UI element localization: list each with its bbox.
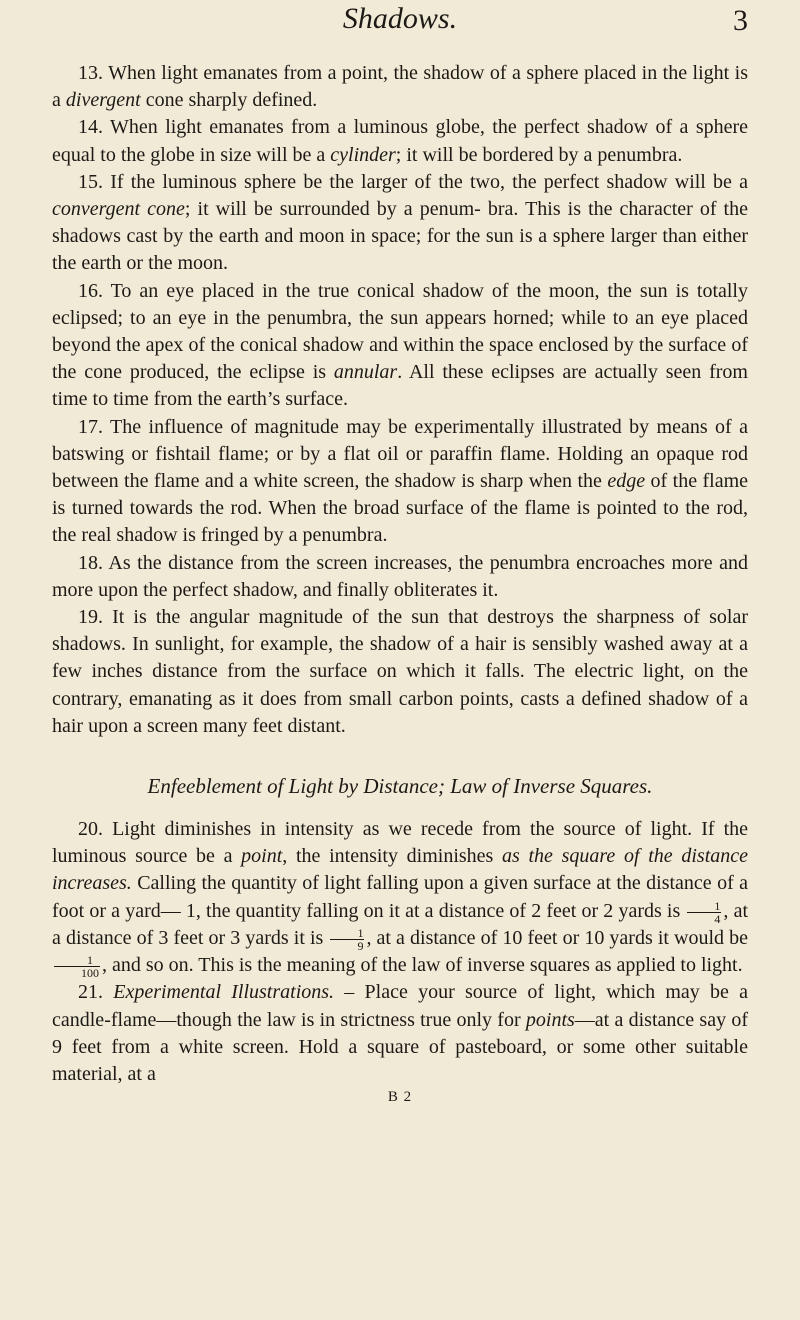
paragraph-text: , the intensity diminishes [282, 845, 494, 868]
paragraph-text: The influence of magnitude may be experimentally illustrated by means of a batswing or fishtail flame; or by a flat oil or paraffin flame. Holding an opaque rod between the flame and a white screen, the shadow is sharp when the [52, 415, 748, 493]
paragraph-number: 13. [78, 62, 103, 84]
running-head-title: Shadows. [342, 2, 458, 35]
paragraph-number: 15. [78, 170, 103, 193]
emphasis-text: annular [333, 361, 398, 384]
page-number: 3 [733, 4, 748, 37]
section-heading: Enfeeblement of Light by Distance; Law of Inverse Squares. [147, 774, 653, 799]
emphasis-text: Experimental Illustrations. [113, 981, 335, 1004]
paragraph-text: , and so on. This is the meaning of the law of inverse squares as applied to light. [102, 954, 743, 977]
paragraph-text: , at a distance of 10 feet or 10 yards it would be [366, 926, 749, 949]
paragraph-text: —at a distance say of 9 feet from a white screen. Hold a square of pasteboard, or some other suitable material, at a [52, 1008, 748, 1085]
paragraph-text: If the luminous sphere be the larger of the two, the perfect shadow will be a [110, 170, 748, 193]
emphasis-text: convergent cone [52, 198, 185, 221]
fraction-one-hundredth [54, 954, 100, 979]
paragraph-text: Calling the quantity of light falling upon a given surface at the distance of a foot or a yard— 1, the quantity falling on it at a distance of 2 feet or 2 yards is [52, 872, 748, 922]
fraction-numerator: 1 [687, 900, 721, 913]
fraction-denominator: 9 [357, 938, 364, 953]
paragraph-16 [52, 278, 748, 414]
paragraph-text: To an eye placed in the true conical shadow of the moon, the sun is totally eclipsed; to an eye in the penumbra, the sun appears horned; while to an eye placed beyond the apex of the conical shadow and within the space enclosed by the surface of the cone produced, the eclipse is [52, 279, 748, 384]
emphasis-text: cylinder [330, 143, 396, 166]
fraction-denominator: 100 [81, 966, 99, 980]
paragraph-text: ; it will be surrounded by a penum- bra. This is the character of the shadows cast by the earth and moon in space; for the sun is a sphere larger than either the earth or the moon. [52, 198, 748, 275]
paragraph-20 [52, 816, 748, 979]
paragraph-text: of the flame is turned towards the rod. When the broad surface of the flame is pointed to the rod, the real shadow is fringed by a penumbra. [52, 470, 749, 547]
fraction-numerator: 1 [54, 954, 100, 967]
paragraph-text: When light emanates from a luminous globe, the perfect shadow of a sphere equal to the globe in size will be a [52, 116, 749, 166]
paragraph-text: , at a distance of 3 feet or 3 yards it is [52, 899, 749, 949]
paragraph-number: 20. [78, 818, 103, 841]
emphasis-text: points [525, 1008, 575, 1031]
emphasis-text: divergent [65, 89, 141, 112]
paragraph-text: – Place your source of light, which may be a candle-flame—though the law is in strictness true only for [52, 981, 749, 1031]
paragraph-text: cone sharply defined. [145, 89, 318, 112]
paragraph-13 [52, 60, 748, 114]
fraction-one-ninth [330, 927, 364, 952]
paragraph-number: 17. [78, 415, 103, 438]
paragraph-number: 16. [78, 279, 103, 302]
paragraph-text: . All these eclipses are actually seen from time to time from the earth’s surface. [52, 361, 748, 411]
paragraph-text: As the distance from the screen increases, the penumbra encroaches more and more upon the perfect shadow, and finally obliterates it. [52, 551, 748, 601]
fraction-one-quarter [687, 900, 721, 925]
paragraph-text: When light emanates from a point, the shadow of a sphere placed in the light is a [52, 62, 749, 112]
emphasis-text: edge [607, 470, 646, 493]
paragraph-text: It is the angular magnitude of the sun that destroys the sharpness of solar shadows. In sunlight, for example, the shadow of a hair is sensibly washed away at a few inches distance from the surface on which it falls. The electric light, on the contrary, emanating as it does from small carbon points, casts a defined shadow of a hair upon a screen many feet distant. [52, 606, 749, 737]
fraction-numerator: 1 [330, 927, 364, 940]
paragraph-text: ; it will be bordered by a penumbra. [395, 143, 683, 166]
fraction-denominator: 4 [714, 911, 721, 926]
paragraph-21 [52, 979, 748, 1088]
paragraph-number: 21. [78, 981, 103, 1004]
paragraph-15 [52, 169, 748, 278]
signature-mark: B 2 [387, 1089, 413, 1106]
paragraph-19 [52, 604, 748, 740]
paragraph-14 [52, 114, 748, 168]
paragraph-17 [52, 414, 748, 550]
running-head [52, 0, 748, 60]
paragraph-number: 14. [78, 116, 103, 139]
paragraph-number: 19. [78, 606, 103, 629]
paragraph-number: 18. [78, 551, 103, 574]
emphasis-text: as the square of the distance increases. [52, 845, 748, 895]
paragraph-18 [52, 550, 748, 604]
paragraph-text: Light diminishes in intensity as we recede from the source of light. If the luminous source be a [52, 818, 749, 868]
emphasis-text: point [241, 845, 283, 868]
